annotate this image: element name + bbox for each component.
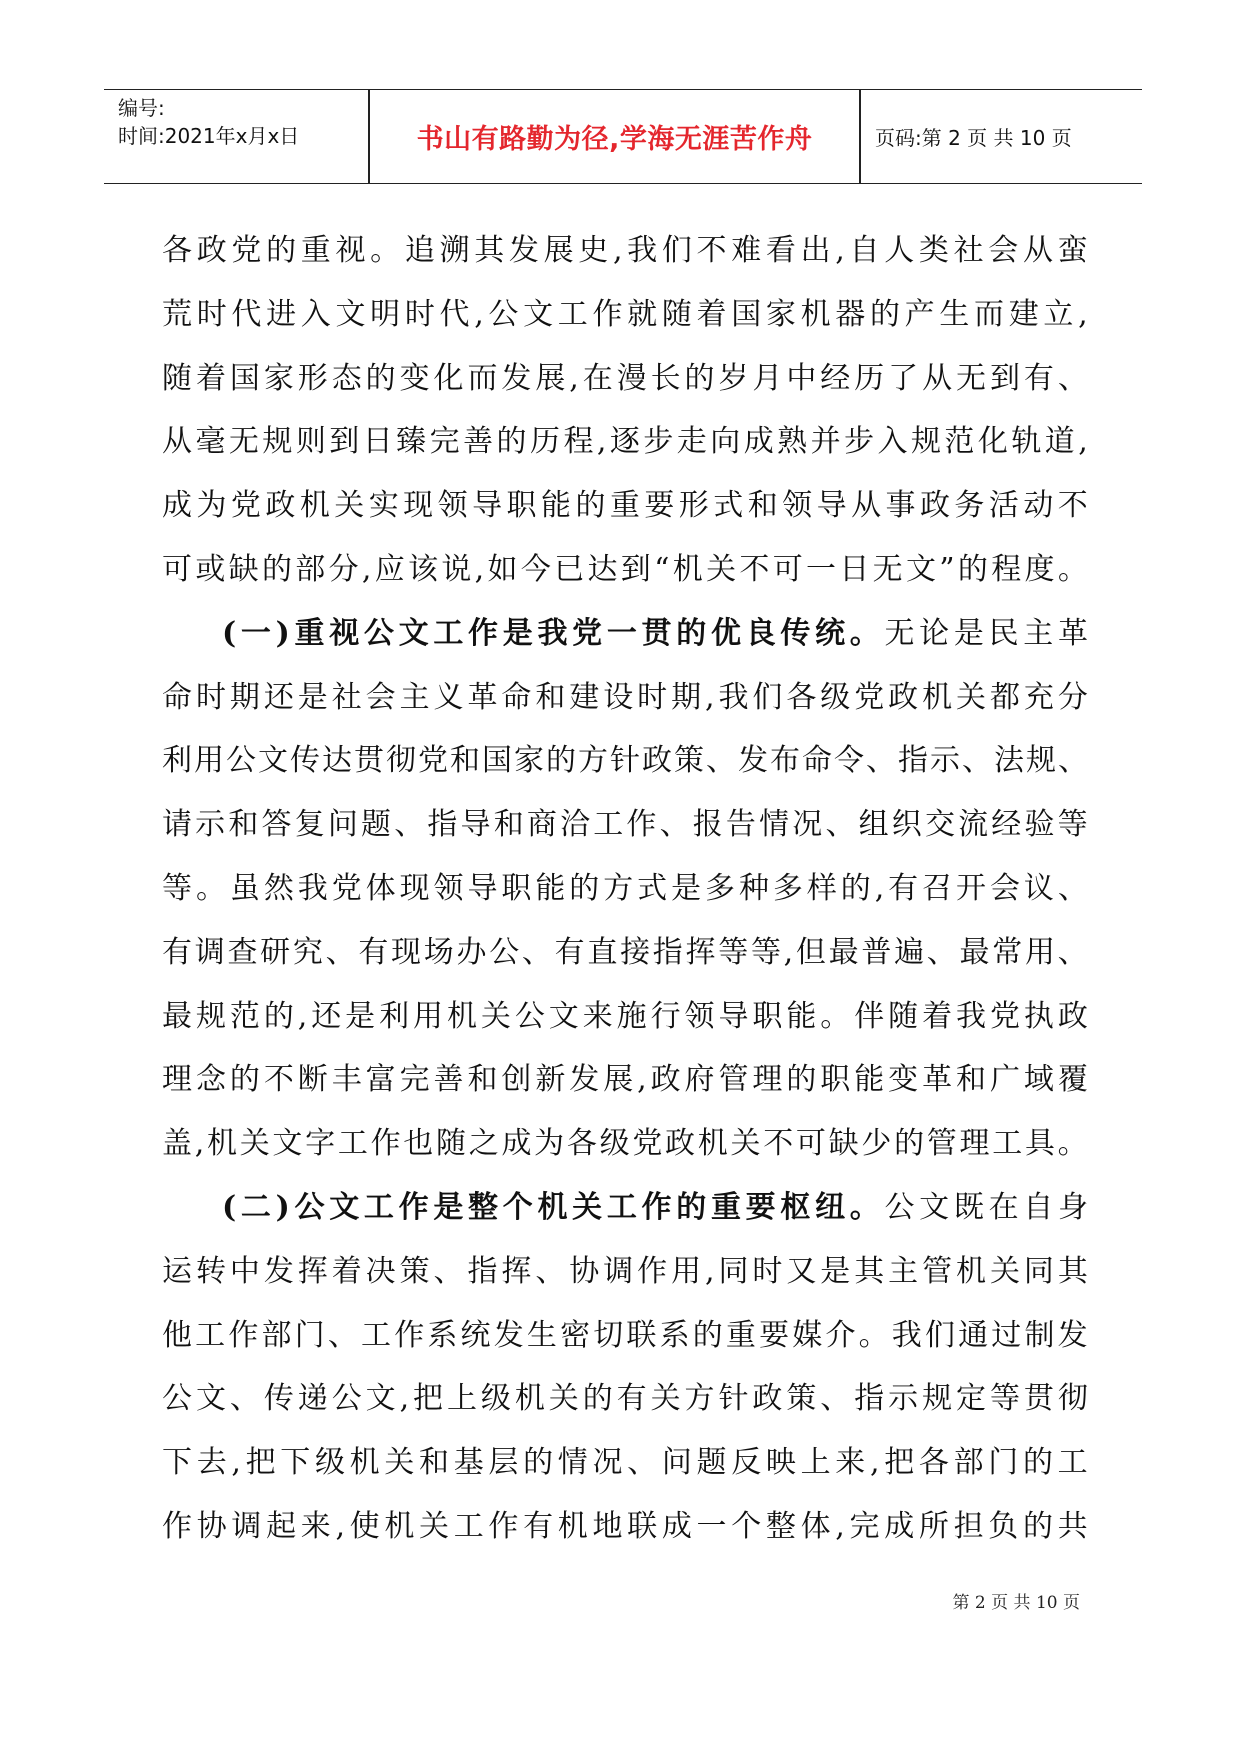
text-line: 他 工 作 部 门 、 工 作 系 统 发 生 密 切 联 系 的 重 要 媒 介 。 我 们 通 过 制 发 [162,1317,1088,1353]
text-line: 各 政 党 的 重 视 。 追 溯 其 发 展 史 , 我 们 不 难 看 出 , 自 人 类 社 会 从 蛮 [162,233,1088,268]
text-line: 可 或 缺 的 部 分 , 应 该 说 , 如 今 已 达 到 “ 机 关 不 可 一 日 无 文 ” 的 程 度 。 [162,551,1088,587]
text-line: 命 时 期 还 是 社 会 主 义 革 命 和 建 设 时 期 , 我 们 各 级 党 政 机 关 都 充 分 [162,679,1088,715]
text-line: 有 调 查 研 究 、 有 现 场 办 公 、 有 直 接 指 挥 等 等 , 但 最 普 遍 、 最 常 用 、 [162,934,1088,970]
text-line: 等 。 虽 然 我 党 体 现 领 导 职 能 的 方 式 是 多 种 多 样 的 , 有 召 开 会 议 、 [162,870,1088,906]
text-line: 请 示 和 答 复 问 题 、 指 导 和 商 洽 工 作 、 报 告 情 况 、 组 织 交 流 经 验 等 [162,807,1088,843]
page-footer: 第 2 页 共 10 页 [952,1593,1080,1613]
text-line: 理 念 的 不 断 丰 富 完 善 和 创 新 发 展 , 政 府 管 理 的 职 能 变 革 和 广 域 覆 [162,1062,1088,1098]
text-line: 下 去 , 把 下 级 机 关 和 基 层 的 情 况 、 问 题 反 映 上 来 , 把 各 部 门 的 工 [162,1445,1088,1481]
document-body [162,219,1088,1559]
text-line: 荒 时 代 进 入 文 明 时 代 , 公 文 工 作 就 随 着 国 家 机 器 的 产 生 而 建 立 , [162,296,1088,332]
text-line: 最 规 范 的 , 还 是 利 用 机 关 公 文 来 施 行 领 导 职 能 。 伴 随 着 我 党 执 政 [162,998,1088,1034]
text-line: ( 一 ) 重 视 公 文 工 作 是 我 党 一 贯 的 优 良 传 统 。 无 论 是 民 主 革 [222,615,1088,651]
text-line: 随 着 国 家 形 态 的 变 化 而 发 展 , 在 漫 长 的 岁 月 中 经 历 了 从 无 到 有 、 [162,360,1088,396]
document-time-label: 时间:2021年x月x日 [118,124,300,148]
page-header [104,89,1142,184]
header-page-code: 页码:第 2 页 共 10 页 [875,126,1072,150]
text-line: 运 转 中 发 挥 着 决 策 、 指 挥 、 协 调 作 用 , 同 时 又 是 其 主 管 机 关 同 其 [162,1253,1088,1289]
header-motto: 书山有路勤为径,学海无涯苦作舟 [416,124,813,155]
text-line: 成 为 党 政 机 关 实 现 领 导 职 能 的 重 要 形 式 和 领 导 从 事 政 务 活 动 不 [162,488,1088,524]
document-number-label: 编号: [118,96,165,120]
text-line: 公 文 、 传 递 公 文 , 把 上 级 机 关 的 有 关 方 针 政 策 、 指 示 规 定 等 贯 彻 [162,1381,1088,1417]
header-meta [118,94,358,150]
text-line: 作 协 调 起 来 , 使 机 关 工 作 有 机 地 联 成 一 个 整 体 , 完 成 所 担 负 的 共 [162,1508,1088,1544]
text-line: 盖 , 机 关 文 字 工 作 也 随 之 成 为 各 级 党 政 机 关 不 可 缺 少 的 管 理 工 具 。 [162,1126,1088,1162]
text-line: ( 二 ) 公 文 工 作 是 整 个 机 关 工 作 的 重 要 枢 纽 。 公 文 既 在 自 身 [222,1189,1088,1225]
text-line: 从 毫 无 规 则 到 日 臻 完 善 的 历 程 , 逐 步 走 向 成 熟 并 步 入 规 范 化 轨 道 , [162,424,1088,460]
text-line: 利 用 公 文 传 达 贯 彻 党 和 国 家 的 方 针 政 策 、 发 布 命 令 、 指 示 、 法 规 、 [162,743,1088,779]
header-divider [859,90,861,183]
